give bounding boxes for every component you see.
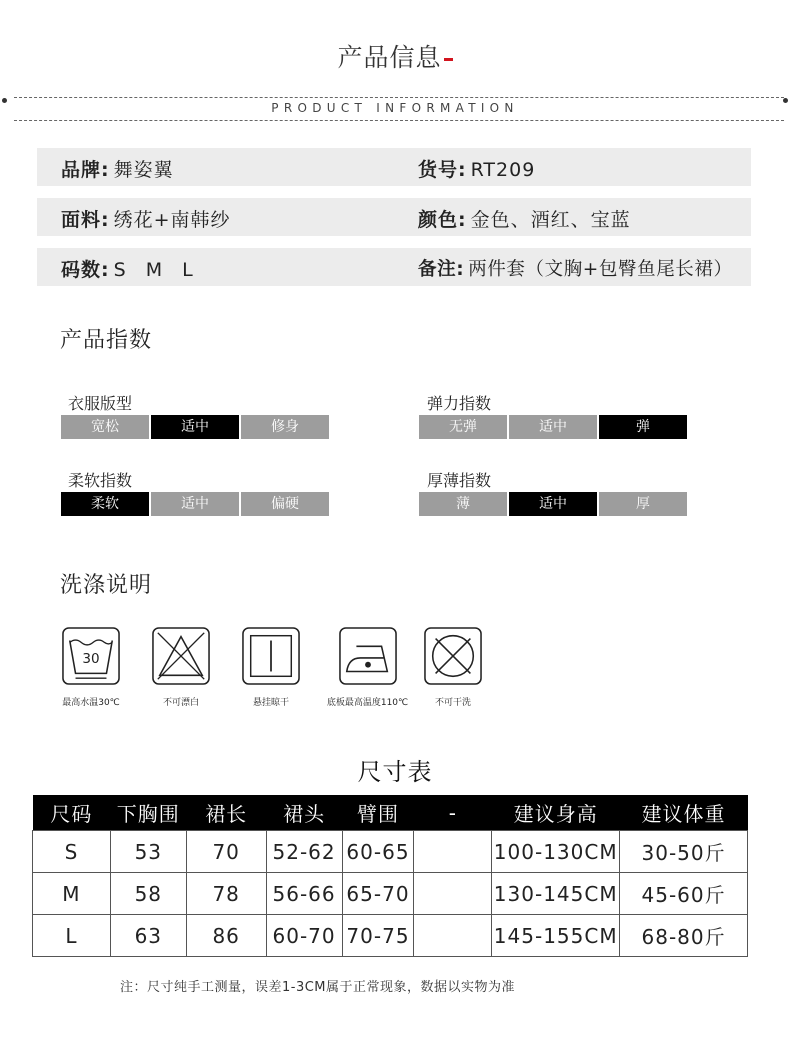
page-title-text: 产品信息 — [337, 43, 442, 72]
index-label-softness: 柔软指数 — [68, 471, 133, 490]
header-cell: 建议身高 — [492, 795, 620, 831]
index-options-thickness — [419, 492, 687, 516]
wash-item — [140, 627, 222, 708]
table-row — [33, 831, 748, 873]
remark-key: 备注: — [418, 259, 465, 280]
header-cell: 尺码 — [33, 795, 111, 831]
table-row — [33, 873, 748, 915]
size-key: 码数: — [61, 259, 110, 281]
index-option: 薄 — [419, 492, 507, 516]
header-cell: 裙头 — [266, 795, 342, 831]
info-row-brand — [37, 148, 751, 186]
header-cell: 裙长 — [186, 795, 266, 831]
hang-dry-icon — [242, 627, 300, 685]
no-dry-clean-icon — [424, 627, 482, 685]
title-accent-mark — [444, 58, 453, 61]
table-cell: 70 — [186, 831, 266, 873]
wash-temp-number: 30 — [82, 650, 100, 667]
table-cell: 58 — [110, 873, 186, 915]
brand-key: 品牌: — [61, 159, 110, 181]
index-option: 修身 — [241, 415, 329, 439]
table-cell: 86 — [186, 915, 266, 957]
remark-value: 两件套（文胸+包臀鱼尾长裙） — [468, 259, 733, 280]
header-cell: 臂围 — [342, 795, 414, 831]
wash-item — [412, 627, 494, 708]
table-cell: 65-70 — [342, 873, 414, 915]
table-cell — [414, 915, 492, 957]
table-cell: M — [33, 873, 111, 915]
index-options-fit — [61, 415, 329, 439]
table-cell: 30-50斤 — [620, 831, 748, 873]
index-option: 厚 — [599, 492, 687, 516]
table-cell — [414, 873, 492, 915]
no-bleach-icon — [152, 627, 210, 685]
table-cell: S — [33, 831, 111, 873]
measurement-note: 注：尺寸纯手工测量，误差1-3CM属于正常现象，数据以实物为准 — [120, 980, 516, 995]
index-label-thickness: 厚薄指数 — [427, 471, 492, 490]
wash-item — [50, 627, 132, 708]
header-cell: 建议体重 — [620, 795, 748, 831]
index-options-stretch — [419, 415, 687, 439]
size-table-header — [33, 795, 748, 831]
iron-110-icon — [339, 627, 397, 685]
wash-label: 悬挂晾干 — [252, 698, 289, 708]
table-cell: 52-62 — [266, 831, 342, 873]
index-option: 适中 — [151, 492, 239, 516]
index-options-softness — [61, 492, 329, 516]
size-table-title: 尺寸表 — [357, 758, 433, 786]
wash-item — [315, 627, 420, 708]
table-cell: 130-145CM — [492, 873, 620, 915]
table-cell: 68-80斤 — [620, 915, 748, 957]
index-option: 适中 — [509, 415, 597, 439]
table-cell: 60-70 — [266, 915, 342, 957]
table-cell — [414, 831, 492, 873]
header-cell: - — [414, 795, 492, 831]
table-cell: 78 — [186, 873, 266, 915]
table-cell: 63 — [110, 915, 186, 957]
table-cell: 56-66 — [266, 873, 342, 915]
table-cell: L — [33, 915, 111, 957]
wash-label: 底板最高温度110℃ — [326, 698, 409, 708]
item-no-key: 货号: — [418, 159, 467, 181]
header-cell: 下胸围 — [110, 795, 186, 831]
table-cell: 45-60斤 — [620, 873, 748, 915]
info-row-size — [37, 248, 751, 286]
fabric-value: 绣花+南韩纱 — [113, 209, 231, 231]
size-table — [32, 795, 748, 957]
index-option: 偏硬 — [241, 492, 329, 516]
wash-label: 不可漂白 — [162, 698, 199, 708]
color-key: 颜色: — [418, 209, 467, 231]
table-cell: 70-75 — [342, 915, 414, 957]
table-cell: 53 — [110, 831, 186, 873]
info-row-fabric — [37, 198, 751, 236]
wash-30-icon — [62, 627, 120, 685]
index-option: 弹 — [599, 415, 687, 439]
index-option: 无弹 — [419, 415, 507, 439]
page-title — [0, 38, 790, 74]
index-heading: 产品指数 — [60, 328, 153, 353]
table-row — [33, 915, 748, 957]
index-option: 适中 — [509, 492, 597, 516]
header-divider-top — [14, 97, 784, 98]
index-option: 宽松 — [61, 415, 149, 439]
header-divider-bottom — [14, 120, 784, 121]
brand-value: 舞姿翼 — [113, 159, 174, 181]
item-no-value: RT209 — [470, 159, 536, 181]
index-option: 柔软 — [61, 492, 149, 516]
fabric-key: 面料: — [61, 209, 110, 231]
index-label-fit: 衣服版型 — [68, 394, 133, 413]
table-cell: 145-155CM — [492, 915, 620, 957]
wash-label: 不可干洗 — [434, 698, 471, 708]
table-cell: 60-65 — [342, 831, 414, 873]
wash-item — [230, 627, 312, 708]
index-label-stretch: 弹力指数 — [427, 394, 492, 413]
index-option: 适中 — [151, 415, 239, 439]
table-cell: 100-130CM — [492, 831, 620, 873]
size-value: S M L — [113, 259, 200, 281]
wash-label: 最高水温30℃ — [62, 698, 120, 708]
wash-heading: 洗涤说明 — [60, 573, 153, 598]
page-subtitle: PRODUCT INFORMATION — [271, 101, 519, 115]
color-value: 金色、酒红、宝蓝 — [470, 209, 631, 231]
